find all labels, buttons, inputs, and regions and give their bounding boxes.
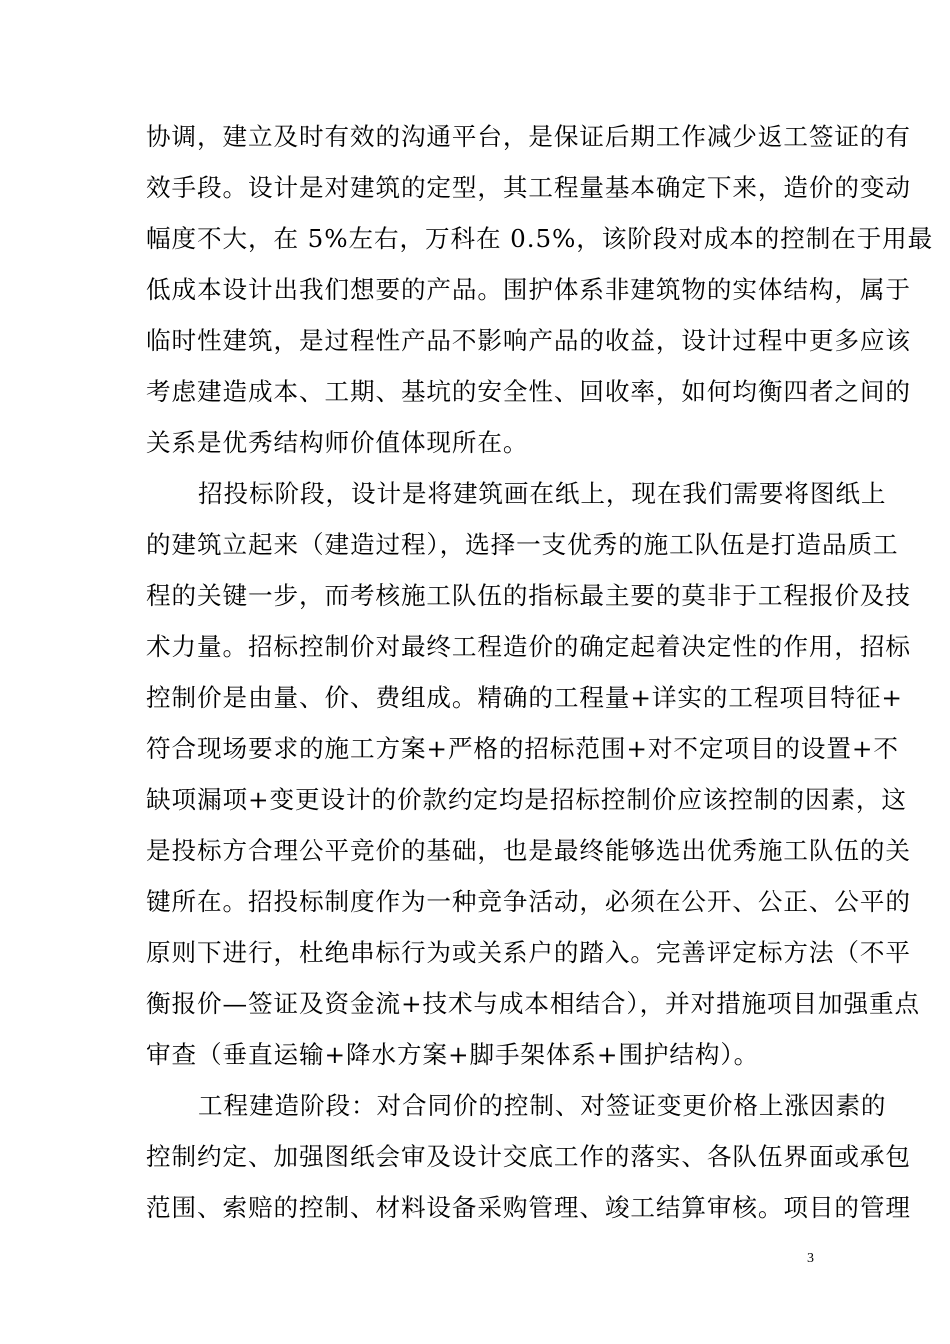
paragraph-3-line-2: 控制约定、加强图纸会审及设计交底工作的落实、各队伍界面或承包: [146, 1142, 911, 1171]
paragraph-1-line-5: 临时性建筑，是过程性产品不影响产品的收益，设计过程中更多应该: [146, 326, 911, 355]
paragraph-3-line-3: 范围、索赔的控制、材料设备采购管理、竣工结算审核。项目的管理: [146, 1193, 911, 1222]
paragraph-1-line-6: 考虑建造成本、工期、基坑的安全性、回收率，如何均衡四者之间的: [146, 377, 911, 406]
paragraph-2-line-3: 程的关键一步，而考核施工队伍的指标最主要的莫非于工程报价及技: [146, 581, 911, 610]
paragraph-2-line-10: 原则下进行，杜绝串标行为或关系户的踏入。完善评定标方法（不平: [146, 938, 911, 967]
paragraph-2-line-1: 招投标阶段，设计是将建筑画在纸上，现在我们需要将图纸上: [198, 479, 887, 508]
paragraph-2-line-5: 控制价是由量、价、费组成。精确的工程量+详实的工程项目特征+: [146, 683, 903, 712]
paragraph-2-line-11: 衡报价—签证及资金流+技术与成本相结合），并对措施项目加强重点: [146, 989, 921, 1018]
paragraph-1-line-7: 关系是优秀结构师价值体现所在。: [146, 428, 529, 457]
paragraph-1-line-2: 效手段。设计是对建筑的定型，其工程量基本确定下来，造价的变动: [146, 173, 911, 202]
paragraph-1-line-1: 协调，建立及时有效的沟通平台，是保证后期工作减少返工签证的有: [146, 122, 911, 151]
paragraph-3-line-1: 工程建造阶段：对合同价的控制、对签证变更价格上涨因素的: [198, 1091, 887, 1120]
paragraph-2-line-6: 符合现场要求的施工方案+严格的招标范围+对不定项目的设置+不: [146, 734, 899, 763]
paragraph-2-line-9: 键所在。招投标制度作为一种竞争活动，必须在公开、公正、公平的: [146, 887, 911, 916]
paragraph-2-line-8: 是投标方合理公平竞价的基础，也是最终能够选出优秀施工队伍的关: [146, 836, 911, 865]
paragraph-1-line-3: 幅度不大，在 5%左右，万科在 0.5%，该阶段对成本的控制在于用最: [146, 224, 934, 253]
page-number: 3: [807, 1251, 814, 1266]
paragraph-2-line-4: 术力量。招标控制价对最终工程造价的确定起着决定性的作用，招标: [146, 632, 911, 661]
paragraph-2-line-2: 的建筑立起来（建造过程），选择一支优秀的施工队伍是打造品质工: [146, 530, 899, 559]
paragraph-2-line-7: 缺项漏项+变更设计的价款约定均是招标控制价应该控制的因素，这: [146, 785, 907, 814]
paragraph-2-line-12: 审查（垂直运输+降水方案+脚手架体系+围护结构）。: [146, 1040, 760, 1069]
paragraph-1-line-4: 低成本设计出我们想要的产品。围护体系非建筑物的实体结构，属于: [146, 275, 911, 304]
